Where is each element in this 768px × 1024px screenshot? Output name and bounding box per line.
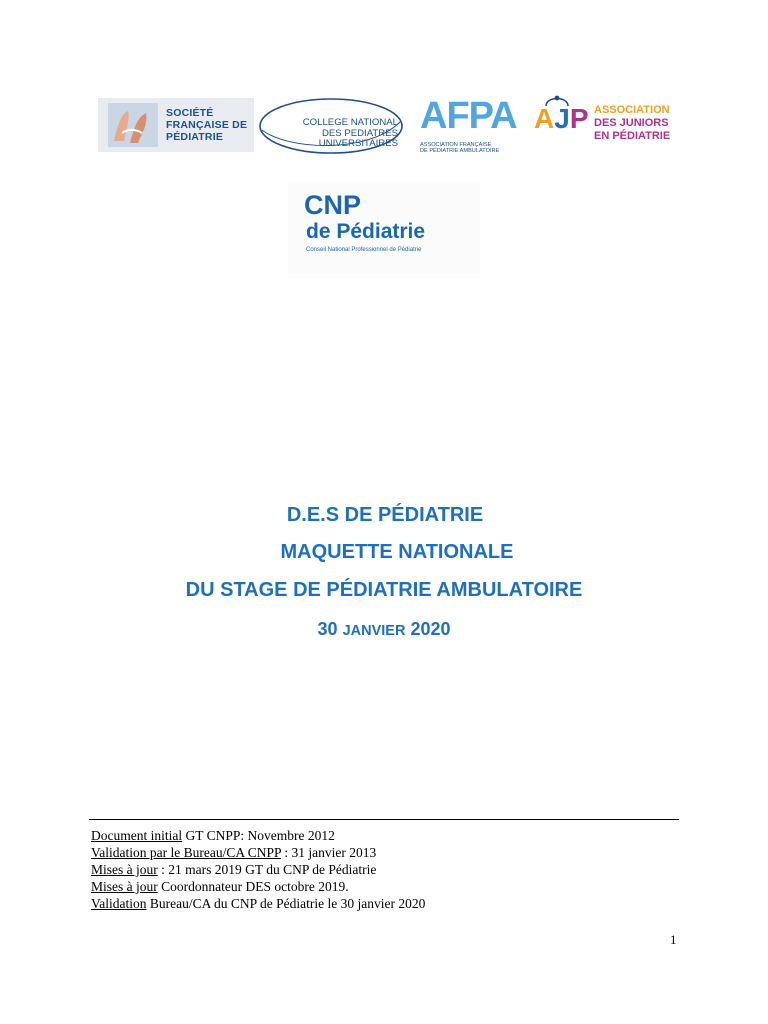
afpa-logo <box>418 92 524 158</box>
ajp-line-1: ASSOCIATION <box>594 104 670 116</box>
note-text: : 21 mars 2019 GT du CNP de Pédiatrie <box>157 862 377 877</box>
logo-row <box>96 92 682 158</box>
cnpu-logo-text <box>292 118 398 150</box>
cnpu-line-2: DES PEDIATRES <box>321 127 398 139</box>
cnp-logo-line-1: CNP <box>304 190 362 220</box>
ajp-line-3: EN PÉDIATRIE <box>594 130 671 142</box>
revision-notes <box>91 827 425 912</box>
cnp-logo-line-3: Conseil National Professionnel de Pédiatrie <box>306 247 422 253</box>
ajp-mark-a: A <box>534 103 555 134</box>
afpa-line-1: ASSOCIATION FRANÇAISE <box>420 142 492 148</box>
note-line <box>91 827 425 844</box>
footer-rule <box>89 819 679 820</box>
title-line-3: DU STAGE DE PÉDIATRIE AMBULATOIRE <box>185 579 583 601</box>
title-line-1: D.E.S DE PÉDIATRIE <box>286 504 484 526</box>
cnpu-logo <box>258 96 404 156</box>
stethoscope-icon <box>542 94 572 108</box>
ajp-mark-p: P <box>569 103 589 134</box>
ajp-mark-j: J <box>554 103 570 134</box>
note-label: Validation par le Bureau/CA CNPP <box>91 845 281 860</box>
note-text: GT CNPP: Novembre 2012 <box>182 828 335 843</box>
note-label: Document initial <box>91 828 183 843</box>
date-month: JANVIER <box>342 623 406 639</box>
cnpu-line-1: COLLEGE NATIONAL <box>302 117 398 128</box>
note-label: Mises à jour <box>91 862 158 877</box>
page-number: 1 <box>670 932 677 947</box>
note-text: : 31 janvier 2013 <box>280 845 377 860</box>
note-line <box>91 861 425 878</box>
sfp-logo-text <box>166 107 247 143</box>
hands-icon <box>108 103 158 147</box>
sfp-line-1: SOCIÉTÉ <box>166 107 214 119</box>
note-text: Bureau/CA du CNP de Pédiatrie le 30 janvier 2020 <box>146 896 426 911</box>
cnpu-line-3: UNIVERSITAIRES <box>318 138 398 150</box>
sfp-line-2: FRANÇAISE DE <box>166 119 248 131</box>
note-label: Validation <box>91 896 147 911</box>
afpa-line-2: DE PÉDIATRIE AMBULATOIRE <box>420 148 500 155</box>
note-text: Coordonnateur DES octobre 2019. <box>157 879 349 894</box>
note-line <box>91 895 425 912</box>
ajp-logo <box>532 94 680 156</box>
ajp-logo-text <box>594 104 670 143</box>
date-day: 30 <box>317 619 338 639</box>
cnp-logo <box>288 182 480 278</box>
ajp-line-2: DES JUNIORS <box>594 117 669 129</box>
date-year: 2020 <box>410 619 451 639</box>
afpa-logo-text <box>420 142 524 155</box>
note-line <box>91 878 425 895</box>
note-label: Mises à jour <box>91 879 158 894</box>
note-line <box>91 844 425 861</box>
sfp-line-3: PÉDIATRIE <box>166 131 224 143</box>
ajp-mark <box>534 104 589 134</box>
cnp-logo-line-2: de Pédiatrie <box>306 220 426 243</box>
afpa-mark: AFPA <box>420 95 517 137</box>
sfp-logo <box>98 98 254 152</box>
title-line-2: MAQUETTE NATIONALE <box>280 541 514 563</box>
title-date <box>0 619 768 640</box>
